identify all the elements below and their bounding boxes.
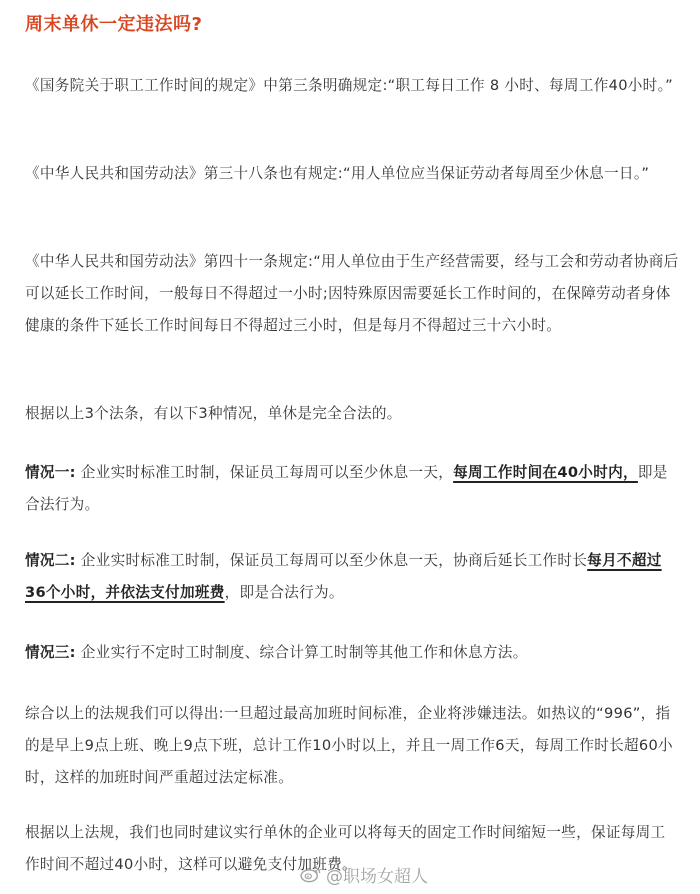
- case-two-highlight: 每月不超过36个小时，并依法支付加班费: [25, 552, 662, 601]
- article-title: 周末单休一定违法吗?: [25, 14, 203, 35]
- watermark: [300, 860, 428, 888]
- paragraph-conclusion-996: 综合以上的法规我们可以得出:一旦超过最高加班时间标准，企业将涉嫌违法。如热议的“996”，指的是早上9点上班、晚上9点下班，总计工作10小时以上，并且一周工作6天，每周工作时长超60小时，这样的加班时间严重超过法定标准。: [25, 705, 673, 786]
- case-one-highlight: 每周工作时间在40小时内，: [453, 464, 638, 481]
- paragraph-labor-law-article-41: 《中华人民共和国劳动法》第四十一条规定:“用人单位由于生产经营需要，经与工会和劳动者协商后可以延长工作时间，一般每日不得超过一小时;因特殊原因需要延长工作时间的，在保障劳动者身体健康的条件下延长工作时间每日不得超过三小时，但是每月不得超过三十六小时。: [25, 253, 679, 334]
- paragraph-recommendation: 根据以上法规，我们也同时建议实行单休的企业可以将每天的固定工作时间缩短一些，保证每周工作时间不超过40小时，这样可以避免支付加班费。: [25, 824, 666, 873]
- case-two: [25, 545, 680, 609]
- case-one-text: 企业实时标准工时制，保证员工每周可以至少休息一天，: [80, 464, 454, 481]
- case-one-tail: 即是合法行为。: [25, 464, 668, 513]
- paragraph-state-council-rule: 《国务院关于职工工作时间的规定》中第三条明确规定:“职工每日工作 8 小时、每周工作40小时。”: [25, 77, 674, 94]
- case-one: [25, 457, 680, 521]
- case-two-text: 企业实时标准工时制，保证员工每周可以至少休息一天，协商后延长工作时长: [80, 552, 588, 569]
- case-three-label: 情况三:: [25, 644, 76, 661]
- case-three-text: 企业实行不定时工时制度、综合计算工时制等其他工作和休息方法。: [80, 644, 528, 661]
- watermark-text: @职场女超人: [326, 866, 428, 887]
- case-two-tail: ，即是合法行为。: [224, 584, 344, 601]
- case-three: [25, 637, 680, 669]
- paragraph-labor-law-article-38: 《中华人民共和国劳动法》第三十八条也有规定:“用人单位应当保证劳动者每周至少休息一日。”: [25, 165, 650, 182]
- paragraph-summary-three-cases: 根据以上3个法条，有以下3种情况，单休是完全合法的。: [25, 405, 402, 422]
- case-two-label: 情况二:: [25, 552, 76, 569]
- case-one-label: 情况一:: [25, 464, 76, 481]
- weibo-icon: [300, 865, 322, 883]
